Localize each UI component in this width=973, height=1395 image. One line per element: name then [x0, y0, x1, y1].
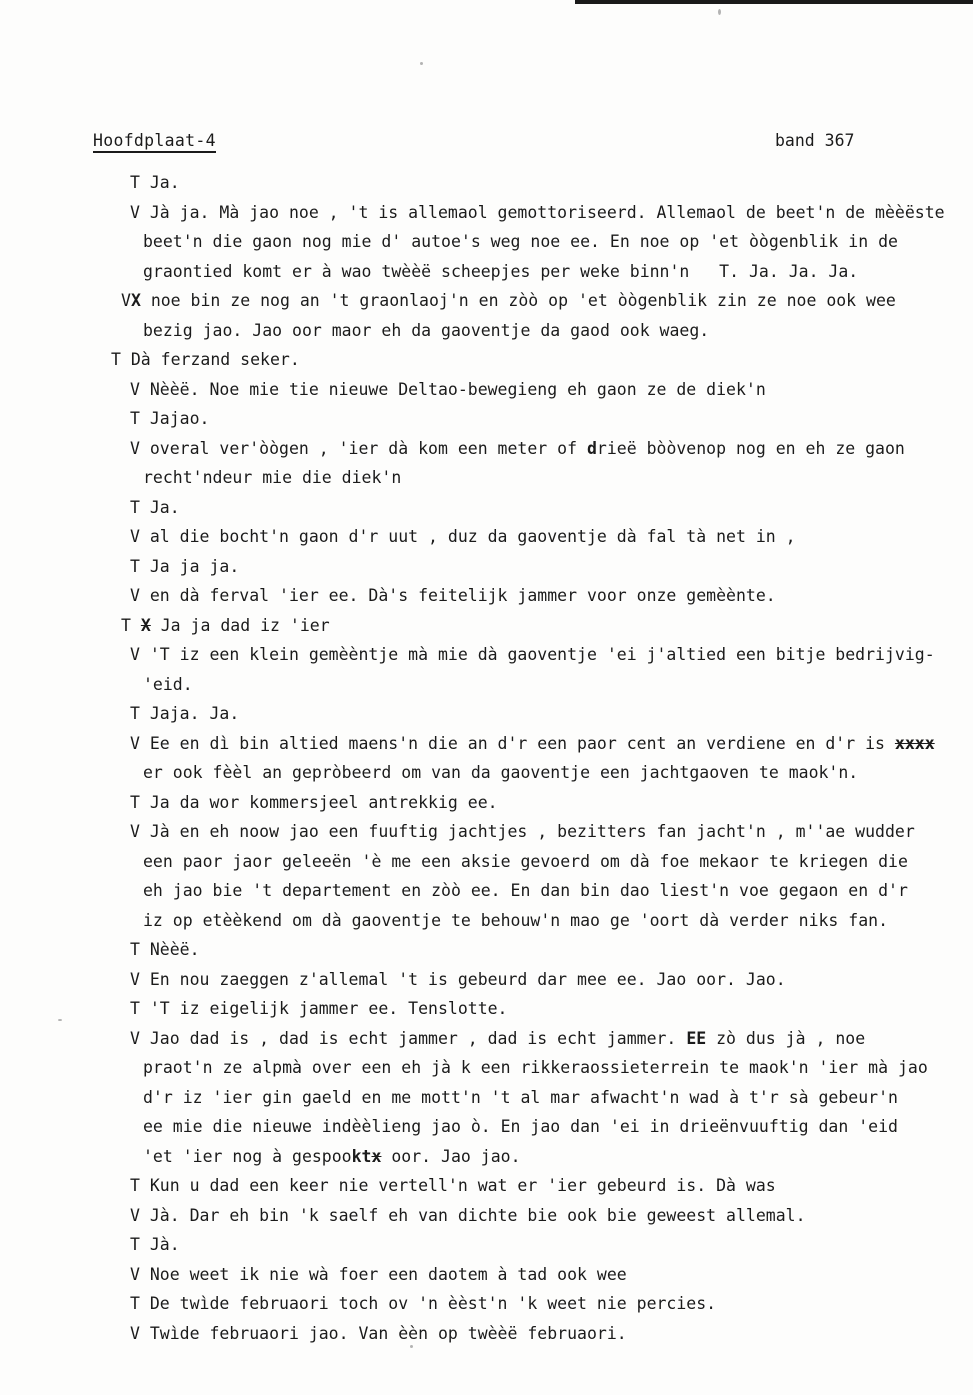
line-text: Ja da wor kommersjeel antrekkig ee.	[149, 792, 498, 812]
line-text: graontied komt er à wao twèèë scheepjes per weke binn'n T. Ja. Ja. Ja.	[143, 261, 859, 281]
line-text: De twìde februaori toch ov 'n èèst'n 'k weet nie percies.	[149, 1294, 717, 1313]
line-text: En nou zaeggen z'allemal 't is gebeurd dar mee ee. Jao oor. Jao.	[149, 969, 786, 989]
line-text: Jajao.	[149, 409, 210, 428]
line-text: Jao dad is , dad is echt jammer , dad is echt jammer. EE zò dus jà , noe	[149, 1028, 866, 1048]
transcript-line	[0, 198, 973, 228]
scan-speck	[410, 1345, 413, 1348]
transcript-line	[0, 906, 973, 936]
line-text: Jaja. Ja.	[149, 704, 240, 723]
line-text: Jà ja. Mà jao noe , 't is allemaol gemottoriseerd. Allemaol de beet'n de mèèëste	[149, 202, 945, 222]
transcript-line	[0, 375, 973, 405]
speaker-label: V	[130, 733, 140, 753]
speaker-label: T	[130, 497, 140, 517]
transcript-line	[0, 463, 973, 493]
transcript-line	[0, 316, 973, 346]
transcript-line	[0, 345, 973, 375]
speaker-label: V	[130, 1205, 140, 1225]
transcript-line	[0, 1319, 973, 1349]
transcript-line	[0, 640, 973, 670]
line-text: iz op etèèkend om dà gaoventje te behouw'n mao ge 'oort dà verder niks fan.	[143, 910, 889, 930]
line-text: al die bocht'n gaon d'r uut , duz da gaoventje dà fal tà net in ,	[149, 527, 796, 546]
line-text: eh jao bie 't departement en zòò ee. En dan bin dao liest'n voe gegaon en d'r	[143, 881, 908, 900]
transcript-line	[0, 1083, 973, 1113]
transcript-line	[0, 1053, 973, 1083]
scan-speck	[420, 62, 423, 65]
speaker-label: T	[111, 350, 121, 369]
line-text: X Ja ja dad iz 'ier	[140, 615, 330, 635]
speaker-label: T	[130, 173, 140, 192]
speaker-label: T	[130, 1176, 140, 1195]
transcript-line	[0, 434, 973, 464]
line-text: 'et 'ier nog à gespooktx oor. Jao jao.	[143, 1146, 521, 1166]
speaker-label: T	[130, 940, 140, 959]
speaker-label: V	[130, 645, 140, 664]
line-text: Jà.	[149, 1235, 180, 1254]
speaker-label: T	[130, 556, 140, 576]
speaker-label: T	[130, 409, 140, 428]
transcript-line	[0, 1171, 973, 1201]
speaker-label: T	[130, 1235, 140, 1254]
transcript-line	[0, 1201, 973, 1231]
transcript-line	[0, 1230, 973, 1260]
transcript-line	[0, 670, 973, 700]
transcript-line	[0, 817, 973, 847]
speaker-label: T	[130, 1294, 140, 1313]
page-title: Hoofdplaat-4	[93, 131, 216, 153]
line-text: Twìde februaori jao. Van èèn op twèèë februaori.	[149, 1323, 627, 1343]
transcript-line	[0, 581, 973, 611]
line-text: Jà. Dar eh bin 'k saelf eh van dichte bie ook bie geweest allemal.	[149, 1205, 806, 1225]
transcript-line	[0, 522, 973, 552]
line-text: Ja.	[149, 497, 180, 517]
line-text: een paor jaor geleeën 'è me een aksie gevoerd om dà foe mekaor te kriegen die	[143, 851, 908, 871]
line-text: Ee en dì bin altied maens'n die an d'r een paor cent an verdiene en d'r is xxxx	[149, 733, 935, 753]
transcript-line	[0, 257, 973, 287]
speaker-label: V	[130, 1323, 140, 1343]
line-text: en dà ferval 'ier ee. Dà's feitelijk jammer voor onze gemèènte.	[149, 586, 776, 605]
transcript-line	[0, 847, 973, 877]
line-text: 'T iz een klein gemèèntje mà mie dà gaoventje 'ei j'altied een bitje bedrijvig-	[149, 645, 935, 664]
transcript-line	[0, 994, 973, 1024]
speaker-label: T	[121, 615, 131, 635]
line-text: recht'ndeur mie die diek'n	[143, 468, 402, 487]
line-text: Nèèë.	[149, 940, 200, 959]
line-text: bezig jao. Jao oor maor eh da gaoventje da gaod ook waeg.	[143, 320, 710, 340]
line-text: Noe weet ik nie wà foer een daotem à tad ook wee	[149, 1264, 627, 1284]
line-text: Ja.	[149, 173, 180, 192]
transcript-line	[0, 1260, 973, 1290]
line-text: praot'n ze alpmà over een eh jà k een rikkeraossieterrein te maok'n 'ier mà jao	[143, 1058, 928, 1077]
line-text: Jà en eh noow jao een fuuftig jachtjes , bezitters fan jacht'n , m''ae wudder	[149, 822, 915, 841]
speaker-label: T	[130, 704, 140, 723]
scan-speck	[58, 1019, 62, 1021]
line-text: 'eid.	[143, 674, 193, 694]
line-text: beet'n die gaon nog mie d' autoe's weg noe ee. En noe op 'et òògenblik in de	[143, 232, 898, 251]
speaker-label: T	[130, 792, 140, 812]
transcript-line	[0, 227, 973, 257]
transcript-line	[0, 788, 973, 818]
transcript-line	[0, 1112, 973, 1142]
speaker-label: V	[130, 969, 140, 989]
line-text: Kun u dad een keer nie vertell'n wat er 'ier gebeurd is. Dà was	[149, 1176, 776, 1195]
band-label: band 367	[775, 131, 855, 150]
transcript-line	[0, 1024, 973, 1054]
transcript	[0, 168, 973, 1348]
line-text: 'T iz eigelijk jammer ee. Tenslotte.	[149, 999, 508, 1018]
transcript-line	[0, 935, 973, 965]
speaker-label: V	[130, 1264, 140, 1284]
transcript-line	[0, 552, 973, 582]
scan-speck	[718, 9, 721, 15]
transcript-line	[0, 876, 973, 906]
transcript-line	[0, 965, 973, 995]
speaker-label: V	[130, 1028, 140, 1048]
transcript-line	[0, 493, 973, 523]
transcript-line	[0, 699, 973, 729]
speaker-label: V	[130, 527, 140, 546]
line-text: Ja ja ja.	[149, 556, 240, 576]
speaker-label: V	[130, 586, 140, 605]
speaker-label: V	[130, 822, 140, 841]
line-text: noe bin ze nog an 't graonlaoj'n en zòò op 'et òògenblik zin ze noe ook wee	[150, 291, 896, 310]
speaker-label: V	[130, 438, 140, 458]
transcript-line	[0, 758, 973, 788]
line-text: overal ver'òògen , 'ier dà kom een meter of drieë bòòvenop nog en eh ze gaon	[149, 438, 905, 458]
line-text: ee mie die nieuwe indèèlieng jao ò. En jao dan 'ei in drieënvuuftig dan 'eid	[143, 1117, 898, 1136]
speaker-label: V	[130, 202, 140, 222]
speaker-label: V	[130, 379, 140, 399]
line-text: Nèèë. Noe mie tie nieuwe Deltao-bewegieng eh gaon ze de diek'n	[149, 379, 766, 399]
speaker-label: T	[130, 999, 140, 1018]
line-text: er ook fèèl an gepròbeerd om van da gaoventje een jachtgaoven te maok'n.	[143, 763, 859, 782]
transcript-line	[0, 404, 973, 434]
line-text: Dà ferzand seker.	[130, 350, 300, 369]
speaker-label: VX	[121, 291, 141, 310]
transcript-line	[0, 286, 973, 316]
transcript-line	[0, 729, 973, 759]
transcript-line	[0, 1142, 973, 1172]
transcript-line	[0, 168, 973, 198]
line-text: d'r iz 'ier gin gaeld en me mott'n 't al mar afwacht'n wad à t'r sà gebeur'n	[143, 1087, 898, 1107]
transcript-line	[0, 611, 973, 641]
transcript-line	[0, 1289, 973, 1319]
top-rule	[575, 0, 973, 4]
